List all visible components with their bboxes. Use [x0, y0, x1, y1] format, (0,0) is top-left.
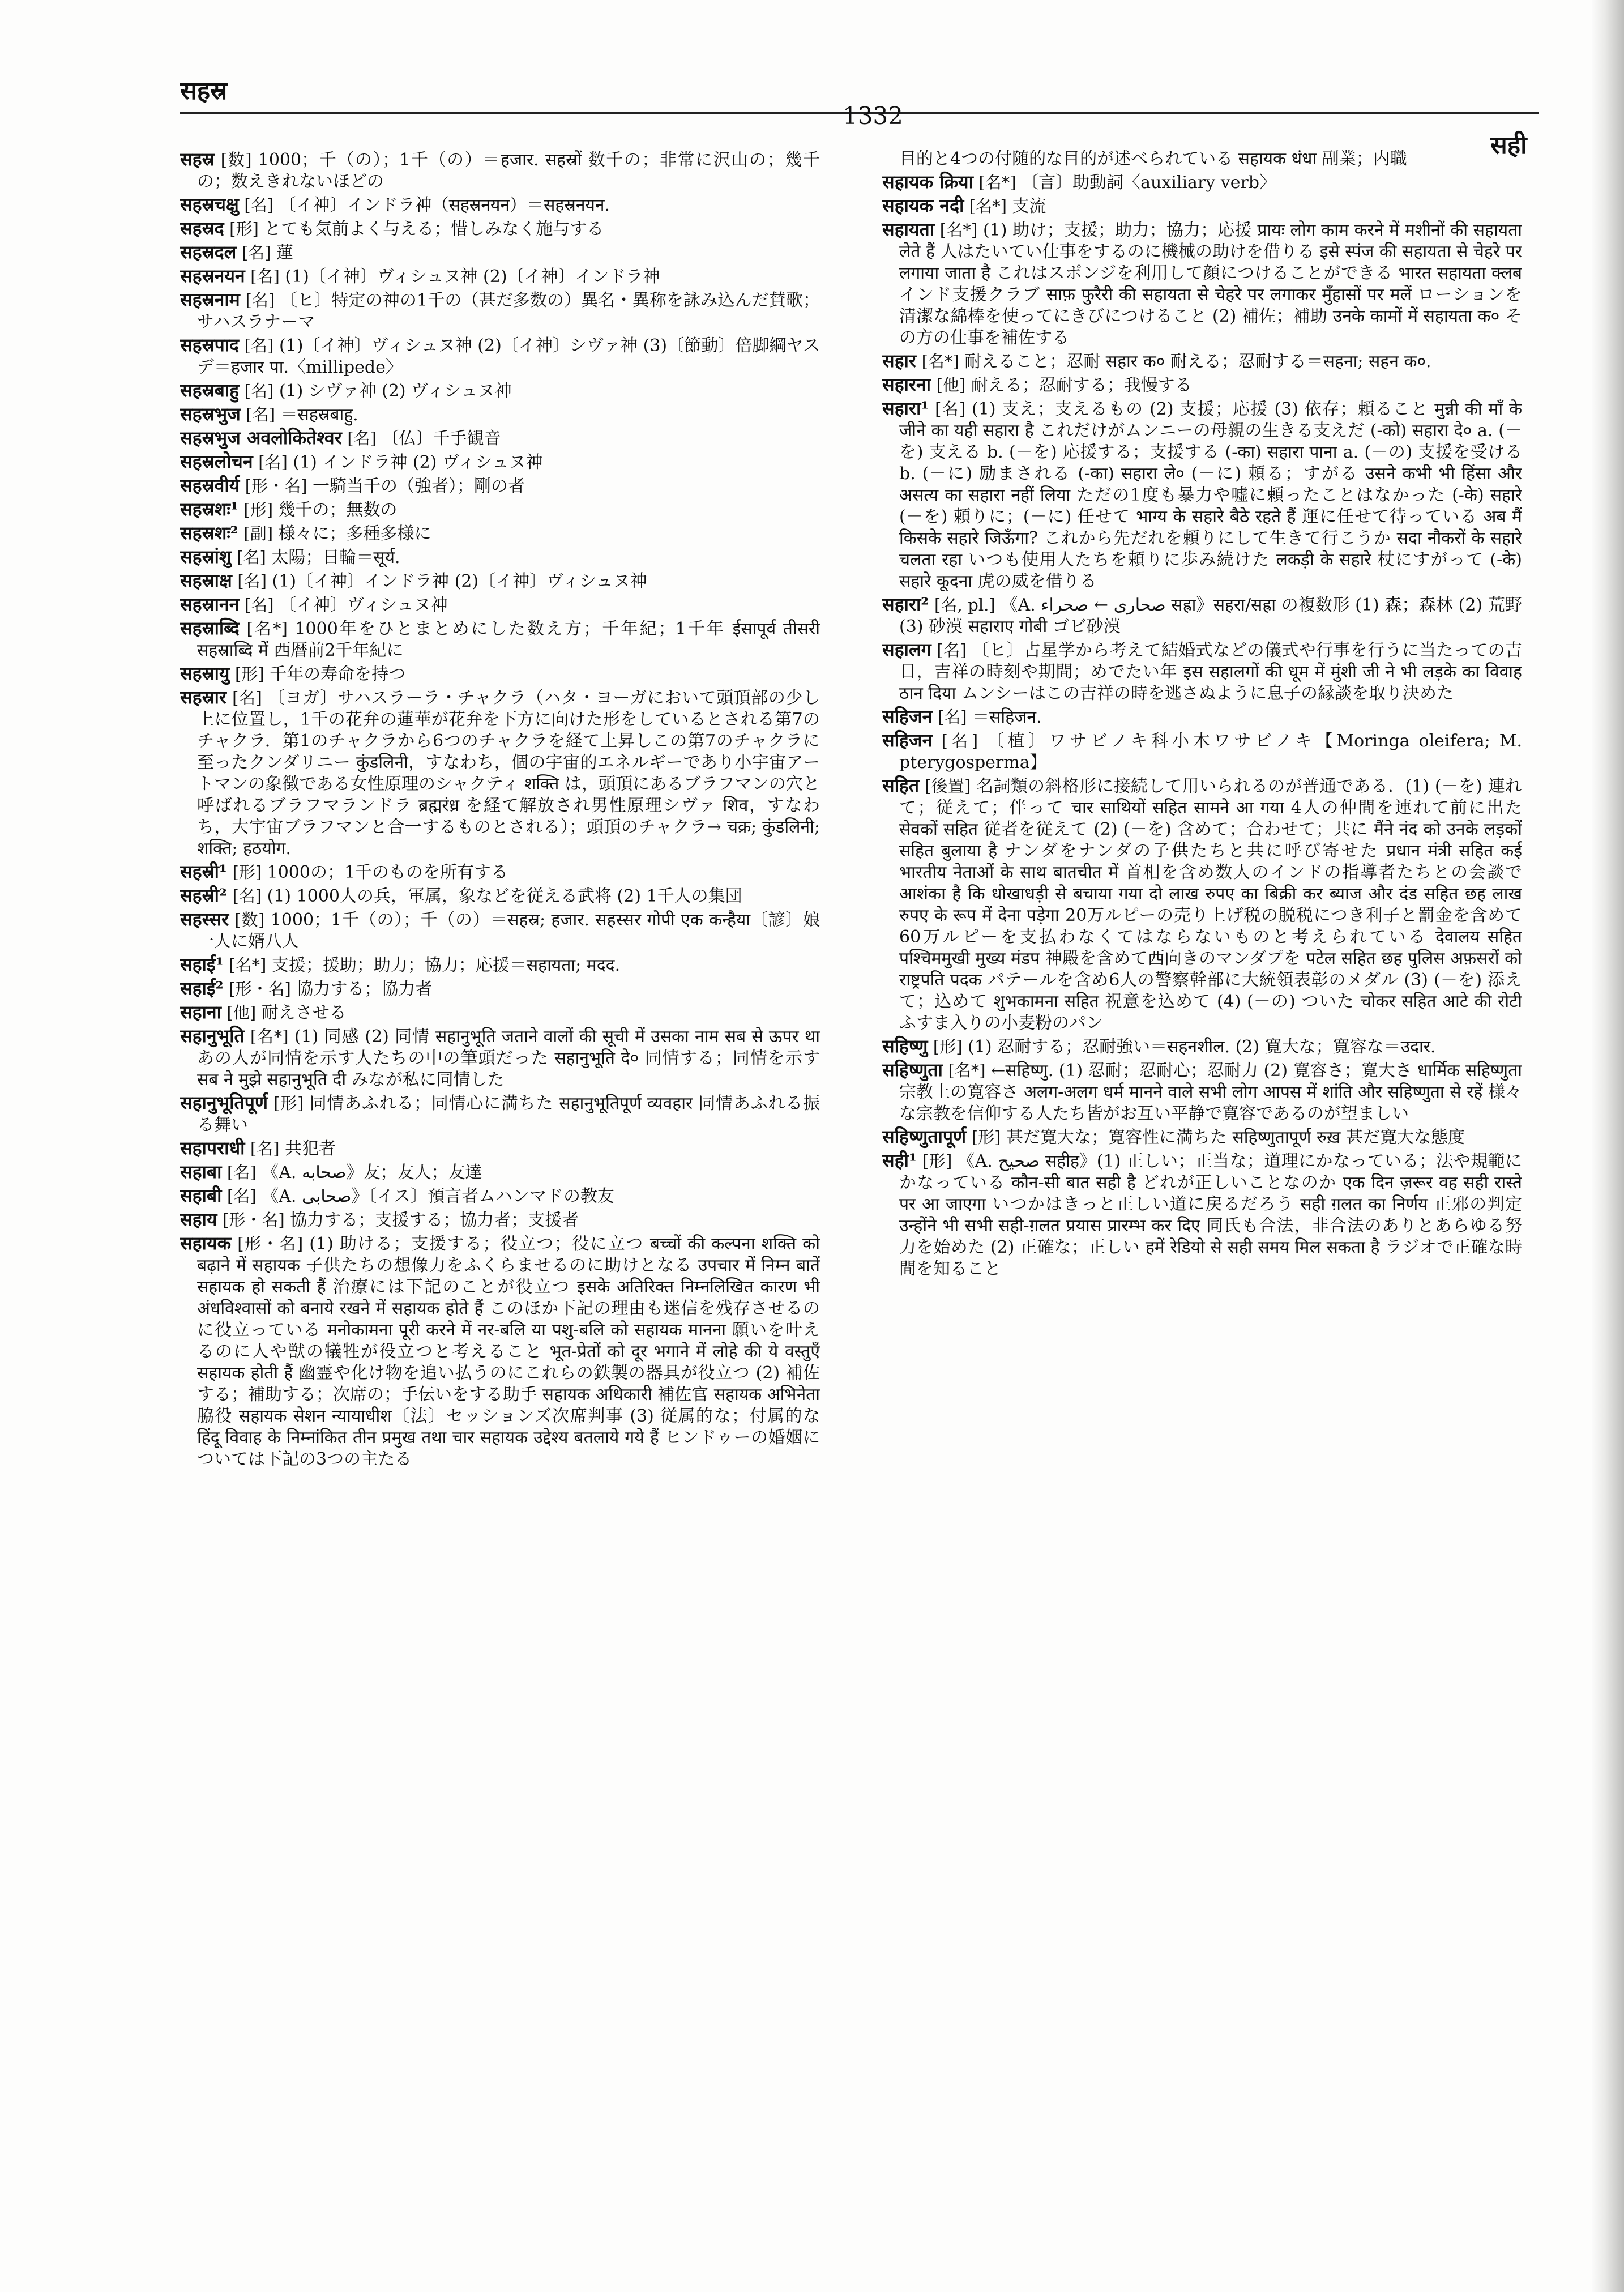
- dictionary-entry: [882, 374, 1522, 396]
- entry-grammar: [名]: [227, 1163, 257, 1182]
- dictionary-entry: [882, 1059, 1522, 1125]
- entry-grammar: [形]: [971, 1128, 1001, 1147]
- dictionary-entry: [180, 403, 820, 426]
- entry-definition: 〔ヒ〕占星学から考えて結婚式などの儀式や行事を行うに当たっての吉日，吉祥の時刻や期間；めでたい年 इस सहालगों की धूम में मुंशी जी ने भी लड़के का विवाह ठान दिया ムンシーはこの吉祥の時を逃さぬように息子の縁談を取り決めた: [899, 641, 1522, 703]
- entry-definition: (1)〔イ神〕ヴィシュヌ神 (2)〔イ神〕インドラ神: [285, 267, 660, 287]
- entry-headword: सहस्रद: [180, 217, 224, 239]
- entry-definition: 協力する；支援する；協力者；支援者: [290, 1210, 579, 1230]
- entry-grammar: [名*]: [250, 1027, 289, 1046]
- entry-definition: (1) シヴァ神 (2) ヴィシュヌ神: [279, 381, 512, 401]
- entry-headword: सहस्सर: [180, 908, 229, 930]
- entry-definition: (1) 助ける；支援する；役立つ；役に立つ बच्चों की कल्पना शक्ति को बढ़ाने में सहायक 子供たちの想像力をふくらませるのに助けとなる उपचार में निम्न बातें सहायक हो सकती हैं 治療には下記のことが役立つ इसके अतिरिक्त निम्नलिखित कारण भी अंधविश्वासों को बनाये रखने में सहायक होते हैं このほか下記の理由も迷信を残存させるのに役立っている मनोकामना पूरी करने में नर-बलि या पशु-बलि को सहायक मानना 願いを叶えるのに人や獣の犠牲が役立つと考えること भूत-प्रेतों को दूर भगाने में लोहे की ये वस्तुएँ सहायक होती हैं 幽霊や化け物を追い払うのにこれらの鉄製の器具が役立つ (2) 補佐する；補助する；次席の；手伝いをする助手 सहायक अधिकारी 補佐官 सहायक अभिनेता 脇役 सहायक सेशन न्यायाधीश〔法〕セッションズ次席判事 (3) 従属的な；付属的な हिंदू विवाह के निम्नांकित तीन प्रमुख तथा चार सहायक उद्देश्य बतलाये गये हैं ヒンドゥーの婚姻については下記の3つの主たる: [197, 1234, 820, 1469]
- entry-definition: 千年の寿命を持つ: [270, 664, 406, 684]
- entry-definition: 同情あふれる；同情心に満ちた सहानुभूतिपूर्ण व्यवहार 同情あふれる振る舞い: [197, 1094, 820, 1135]
- entry-grammar: [名]: [250, 1139, 280, 1158]
- dictionary-entry: [180, 194, 820, 216]
- entry-definition: (1) 忍耐する；忍耐強い＝सहनशील. (2) 寛大な；寛容な＝उदार.: [968, 1037, 1436, 1057]
- entry-grammar: [他]: [936, 375, 966, 395]
- entry-grammar: [名*]: [939, 220, 978, 240]
- entry-definition: 〔イ神〕ヴィシュヌ神: [279, 595, 448, 615]
- dictionary-entry: [180, 241, 820, 264]
- entry-grammar: [他]: [226, 1003, 257, 1022]
- entry-grammar: [形]: [273, 1094, 304, 1113]
- dictionary-entry: [882, 594, 1522, 638]
- entry-headword: सहस्राब्दि: [180, 617, 240, 639]
- entry-grammar: [名]: [937, 641, 967, 660]
- entry-headword: सहस्र: [180, 148, 215, 170]
- dictionary-entry: [180, 594, 820, 616]
- entry-headword: सहस्रायु: [180, 663, 230, 684]
- entry-headword: सहस्रवीर्य: [180, 475, 240, 496]
- entry-definition: 〔植〕ワサビノキ科小木ワサビノキ【Moringa oleifera; M. pterygosperma】: [899, 731, 1522, 772]
- entry-definition: 《A. صحابه》友；友人；友達: [262, 1163, 482, 1183]
- dictionary-entry: [180, 908, 820, 953]
- dictionary-entry: [180, 686, 820, 860]
- entry-grammar: [数]: [220, 150, 252, 169]
- entry-definition: 耐える；忍耐する；我慢する: [971, 375, 1192, 395]
- dictionary-entry: [180, 978, 820, 1000]
- entry-headword: सहस्री²: [180, 885, 227, 906]
- entry-grammar: [名]: [232, 688, 262, 707]
- entry-grammar: [名*]: [246, 619, 288, 638]
- entry-headword: सहानुभूति: [180, 1025, 245, 1047]
- entry-grammar: [名]: [246, 405, 276, 424]
- dictionary-entry: [180, 617, 820, 661]
- running-head-right: सही: [1490, 131, 1527, 160]
- entry-grammar: [名*]: [978, 173, 1016, 192]
- entry-grammar: [形]: [933, 1037, 963, 1056]
- entry-definition: とても気前よく与える；惜しみなく施与する: [264, 219, 604, 239]
- entry-headword: सहारा¹: [882, 398, 929, 419]
- entry-grammar: [名*]: [229, 955, 267, 975]
- entry-grammar: [名]: [941, 731, 978, 750]
- entry-headword: सहस्रशः²: [180, 522, 238, 544]
- entry-headword: सहस्रनाम: [180, 289, 240, 310]
- entry-grammar: [形・名]: [245, 476, 307, 496]
- dictionary-entry: [882, 729, 1522, 774]
- dictionary-entry: [882, 148, 1522, 170]
- entry-headword: सहाई¹: [180, 954, 224, 975]
- entry-grammar: [名]: [258, 453, 288, 472]
- entry-definition: (1) 助け；支援；助力；協力；応援 प्रायः लोग काम करने में मशीनों की सहायता लेते हैं 人はたいてい仕事をするのに機械の助けを借りる इसे स्पंज की सहायता से चेहरे पर लगाया जाता है これはスポンジを利用して顔につけることができる भारत सहायता क्लब インド支援クラブ साफ़ फुरैरी की सहायता से चेहरे पर लगाकर मुँहासों पर मलें ローションを清潔な綿棒を使ってにきびにつけること (2) 補佐；補助 उनके कामों में सहायता क० その方の仕事を補佐する: [899, 220, 1522, 348]
- entry-definition: 共犯者: [285, 1139, 336, 1159]
- entry-definition: 甚だ寛大な；寛容性に満ちた सहिष्णुतापूर्ण रुख़ 甚だ寛大な態度: [1006, 1128, 1465, 1147]
- dictionary-entry: [882, 706, 1522, 728]
- entry-headword: सहस्रलोचन: [180, 451, 253, 472]
- entry-definition: 名詞類の斜格形に接続して用いられるのが普通である．(1) (－を) 連れて；従えて；伴って चार साथियों सहित सामने आ गया 4人の仲間を連れて前に出た सेवकों सहित 従者を従えて (2) (－を) 含めて；合わせて；共に मैंने नंद को उनके लड़कों सहित बुलाया है ナンダをナンダの子供たちと共に呼び寄せた प्रधान मंत्री सहित कई भारतीय नेताओं के साथ बातचीत में 首相を含め数人のインドの指導者たちとの会談で आशंका है कि धोखाधड़ी से बचाया गया दो लाख रुपए का बिक्री कर ब्याज और दंड सहित छह लाख रुपए के रूप में देना पड़ेगा 20万ルピーの売り上げ税の脱税につき利子と罰金を含めて60万ルピーを支払わなくてはならないものと考えられている देवालय सहित पश्चिममुखी मुख्य मंडप 神殿を含めて西向きのマンダプを पटेल सहित छह पुलिस अफ़सरों को राष्ट्रपति पदक パテールを含め6人の警察幹部に大統領表彰のメダル (3) (－を) 添えて；込めて शुभकामना सहित 祝意を込めて (4) (－の) ついた चोकर सहित आटे की रोटी ふすま入りの小麦粉のパン: [899, 776, 1522, 1033]
- entry-headword: सहायक क्रिया: [882, 171, 973, 193]
- dictionary-entry: [180, 475, 820, 497]
- dictionary-entry: [180, 427, 820, 450]
- entry-definition: 耐えさせる: [261, 1003, 347, 1023]
- dictionary-entry: [882, 195, 1522, 217]
- entry-definition: (1)〔イ神〕インドラ神 (2)〔イ神〕ヴィシュヌ神: [272, 571, 647, 591]
- entry-headword: सही¹: [882, 1150, 917, 1171]
- entry-definition: 《A. صحارى ← صحراء सह्रा》सहरा/सह्रा の複数形 (1) 森；森林 (2) 荒野 (3) 砂漠 सहाराए गोबी ゴビ砂漠: [899, 595, 1522, 637]
- dictionary-entry: [882, 171, 1522, 194]
- entry-headword: सहाय: [180, 1209, 217, 1230]
- entry-definition: (1) 支え；支えるもの (2) 支援；応援 (3) 依存；頼ること मुन्नी की माँ के जीने का यही सहारा है これだけがムンニーの母親の生きる支えだ (-को) सहारा दे० a. (－を) 支える b. (－を) 応援する；支援する (-का) सहारा पाना a. (－の) 支援を受ける b. (－に) 励まされる (-का) सहारा ले० (－に) 頼る；すがる उसने कभी भी हिंसा और असत्य का सहारा नहीं लिया ただの1度も暴力や嘘に頼ったことはなかった (-के) सहारे (－を) 頼りに；(－に) 任せて भाग्य के सहारे बैठे रहते हैं 運に任せて待っている अब मैं किसके सहारे जिऊँगा? これから先だれを頼りにして生きて行こうか सदा नौकरों के सहारे चलता रहा いつも使用人たちを頼りに歩み続けた लकड़ी के सहारे 杖にすがって (-के) सहारे कूदना 虎の威を借りる: [899, 399, 1522, 591]
- dictionary-entry: [180, 289, 820, 333]
- entry-definition: 耐えること；忍耐 सहार क० 耐える；忍耐する＝सहना; सहन क०.: [964, 352, 1431, 372]
- dictionary-entry: [882, 639, 1522, 705]
- entry-grammar: [名]: [237, 571, 267, 591]
- entry-headword: सहस्रभुज अवलोकितेश्वर: [180, 427, 342, 449]
- dictionary-entry: [180, 148, 820, 193]
- entry-definition: (1) 1000人の兵，軍属，象などを従える武将 (2) 1千人の集団: [267, 886, 742, 906]
- entry-definition: 〔言〕助動詞〈auxiliary verb〉: [1022, 173, 1277, 193]
- entry-headword: सहस्रदल: [180, 241, 237, 263]
- entry-headword: सहिष्णुतापूर्ण: [882, 1126, 967, 1147]
- entry-grammar: [名*]: [948, 1061, 986, 1080]
- entry-headword: सहायक: [180, 1232, 232, 1254]
- entry-grammar: [名]: [244, 336, 274, 355]
- dictionary-entry: [882, 219, 1522, 349]
- dictionary-entry: [180, 498, 820, 521]
- dictionary-entry: [180, 954, 820, 976]
- entry-grammar: [名]: [244, 381, 274, 400]
- entry-headword: सहानुभूतिपूर्ण: [180, 1092, 268, 1113]
- dictionary-entry: [180, 265, 820, 288]
- dictionary-entry: [882, 1126, 1522, 1149]
- entry-definition: 《A. صحيح सहीह》(1) 正しい；正当な；道理にかなっている；法や規範にかなっている कौन-सी बात सही है どれが正しいことなのか एक दिन ज़रूर वह सही रास्ते पर आ जाएगा いつかはきっと正しい道に戻るだろう सही ग़लत का निर्णय 正邪の判定 उन्होंने भी सभी सही-ग़लत प्रयास प्रारम्भ कर दिए 同氏も合法，非合法のありとあらゆる努力を始めた (2) 正確な；正しい हमें रेडियो से सही समय मिल सकता है ラジオで正確な時間を知ること: [899, 1151, 1522, 1279]
- dictionary-entry: [180, 885, 820, 907]
- entry-grammar: [名]: [245, 291, 275, 310]
- entry-grammar: [名]: [937, 707, 967, 727]
- entry-definition: 一騎当千の（強者）；剛の者: [312, 476, 525, 496]
- entry-headword: सहालग: [882, 639, 931, 660]
- dictionary-entry: [882, 398, 1522, 592]
- dictionary-entry: [180, 1185, 820, 1207]
- entry-grammar: [名]: [227, 1186, 257, 1206]
- dictionary-entry: [180, 379, 820, 402]
- entry-headword: सहाबी: [180, 1185, 222, 1206]
- dictionary-entry: [180, 1025, 820, 1091]
- dictionary-entry: [180, 663, 820, 685]
- entry-headword: सहस्रभुज: [180, 403, 241, 425]
- entry-headword: सहस्राक्ष: [180, 570, 232, 591]
- entry-headword: सहस्रपाद: [180, 334, 240, 356]
- entry-headword: सहस्रबाहु: [180, 379, 240, 401]
- dictionary-entry: [180, 1092, 820, 1136]
- entry-definition: 支流: [1012, 197, 1046, 216]
- entry-definition: 1000；千（の）；1千（の）＝हजार. सहस्रों 数千の；非常に沢山の；幾千の；数えきれないほどの: [197, 150, 820, 191]
- entry-definition: 支援；援助；助力；協力；応援＝सहायता; मदद.: [271, 955, 621, 975]
- entry-grammar: [数]: [234, 910, 265, 929]
- dictionary-entry: [180, 861, 820, 883]
- entry-definition: ＝सहस्रबाहु.: [280, 405, 358, 425]
- dictionary-entry: [180, 1209, 820, 1231]
- entry-headword: सहाई²: [180, 978, 224, 999]
- entry-definition: 1000年をひとまとめにした数え方；千年紀；1千年 ईसापूर्व तीसरी सहस्राब्दि में 西暦前2千年紀に: [197, 619, 820, 660]
- entry-headword: सहिजन: [882, 706, 933, 727]
- right-column: [882, 148, 1522, 2267]
- dictionary-entry: [180, 522, 820, 545]
- left-column: [180, 148, 820, 2267]
- entry-headword: सहायता: [882, 219, 935, 240]
- entry-definition: 《A. صحابی》〔イス〕預言者ムハンマドの教友: [262, 1186, 615, 1206]
- entry-grammar: [形]: [229, 219, 259, 238]
- entry-definition: ＝सहिजन.: [972, 707, 1042, 727]
- entry-headword: सहस्रनयन: [180, 265, 245, 287]
- dictionary-entry: [180, 1001, 820, 1024]
- entry-definition: 〔仏〕千手観音: [382, 429, 501, 449]
- entry-grammar: [形]: [232, 863, 262, 882]
- entry-grammar: [副]: [243, 524, 273, 543]
- entry-definition: (1) インドラ神 (2) ヴィシュヌ神: [293, 453, 543, 472]
- entry-headword: सहस्रचक्षु: [180, 194, 239, 215]
- entry-headword: सहस्रार: [180, 686, 226, 708]
- dictionary-entry: [180, 546, 820, 569]
- dictionary-entry: [180, 451, 820, 473]
- entry-headword: सहाबा: [180, 1161, 222, 1183]
- entry-grammar: [形]: [922, 1151, 952, 1171]
- dictionary-entry: [882, 1035, 1522, 1058]
- entry-definition: 1000；1千（の）；千（の）＝सहस्र; हजार. सहस्सर गोपी एक कन्हैया〔諺〕娘一人に婿八人: [197, 910, 820, 951]
- entry-definition: 様々に；多種多様に: [278, 524, 431, 544]
- entry-headword: सहारा²: [882, 594, 929, 615]
- entry-definition: ←सहिष्णु. (1) 忍耐；忍耐心；忍耐力 (2) 寛容さ；寛大さ धार्मिक सहिष्णुता 宗教上の寛容さ अलग-अलग धर्म मानने वाले सभी लोग आपस में शांति और सहिष्णुता से रहें 様々な宗教を信仰する人たち皆がお互い平静で寛容であるのが望ましい: [899, 1061, 1522, 1124]
- entry-headword: सहित: [882, 775, 920, 796]
- entry-headword: सहिष्णुता: [882, 1059, 943, 1081]
- entry-headword: सहिजन: [882, 729, 933, 751]
- entry-definition: 蓮: [276, 243, 293, 263]
- entry-grammar: [名, pl.]: [934, 595, 995, 614]
- entry-definition: 〔ヒ〕特定の神の1千の（甚だ多数の）異名・異称を詠み込んだ賛歌；サハスラナーマ: [197, 291, 820, 332]
- entry-grammar: [名]: [232, 886, 262, 906]
- entry-grammar: [名]: [935, 399, 966, 419]
- entry-headword: सहस्रांशु: [180, 546, 232, 567]
- entry-headword: सहस्री¹: [180, 861, 227, 882]
- dictionary-entry: [180, 1137, 820, 1160]
- entry-headword: सहारना: [882, 374, 931, 395]
- entry-grammar: [名*]: [921, 352, 959, 371]
- entry-grammar: [名]: [244, 195, 274, 215]
- entry-headword: सहिष्णु: [882, 1035, 928, 1057]
- entry-grammar: [形・名]: [229, 979, 291, 998]
- entry-headword: सहस्रशः¹: [180, 498, 238, 520]
- entry-grammar: [名]: [250, 267, 280, 286]
- entry-headword: सहस्रानन: [180, 594, 240, 615]
- entry-definition: 目的と4つの付随的な目的が述べられている सहायक धंधा 副業；内職: [899, 149, 1407, 169]
- entry-grammar: [名*]: [969, 197, 1007, 216]
- entry-definition: (1) 同感 (2) 同情 सहानुभूति जताने वालों की सूची में उसका नाम सब से ऊपर था あの人が同情を示す人たちの中の筆頭だった सहानुभूति दे० 同情する；同情を示す सब ने मुझे सहानुभूति दी みなが私に同情した: [197, 1027, 820, 1090]
- entry-grammar: [名]: [347, 429, 377, 448]
- entry-headword: सहाना: [180, 1001, 221, 1023]
- entry-definition: (1)〔イ神〕ヴィシュヌ神 (2)〔イ神〕シヴァ神 (3)〔節動〕倍脚綱ヤスデ＝हजार पा.〈millipede〉: [197, 336, 820, 377]
- entry-headword: सहार: [882, 350, 917, 372]
- entry-headword: सहापराधी: [180, 1137, 245, 1159]
- entry-definition: 幾千の；無数の: [278, 500, 398, 520]
- entry-definition: 1000の；1千のものを所有する: [267, 863, 508, 882]
- dictionary-entry: [180, 570, 820, 592]
- dictionary-entry: [882, 775, 1522, 1034]
- running-head-left: सहस्र: [180, 76, 228, 105]
- entry-definition: 〔イ神〕インドラ神（सहस्रनयन）＝सहस्रनयन.: [279, 195, 610, 215]
- dictionary-entry: [180, 1232, 820, 1470]
- dictionary-entry: [180, 217, 820, 240]
- entry-grammar: [形・名]: [223, 1210, 285, 1230]
- entry-grammar: [形]: [234, 664, 264, 684]
- entry-grammar: [名]: [244, 595, 274, 614]
- entry-definition: 〔ヨガ〕サハスラーラ・チャクラ（ハタ・ヨーガにおいて頭頂部の少し上に位置し，1千の花弁の蓮華が花弁を下方に向けた形をしているとされる第7のチャクラ．第1のチャクラから6つのチャクラを経て上昇しこの第7のチャクラに至ったクンダリニー कुंडलिनी，すなわち，個の宇宙的エネルギーであり小宇宙アートマンの象徴である女性原理のシャクティ शक्ति は，頭頂にあるブラフマンの穴と呼ばれるブラフマランドラ ब्रह्मरंध्र を経て解放され男性原理シヴァ शिव，すなわち，大宇宙ブラフマンと合一するものとされる）；頭頂のチャクラ→ चक्र; कुंडलिनी; शक्ति; हठयोग.: [197, 688, 820, 859]
- entry-headword: सहायक नदी: [882, 195, 964, 216]
- entry-grammar: [名]: [237, 548, 266, 567]
- entry-grammar: [後置]: [924, 776, 971, 796]
- dictionary-entry: [180, 334, 820, 378]
- dictionary-entry: [180, 1161, 820, 1184]
- dictionary-entry: [882, 350, 1522, 373]
- entry-grammar: [形]: [243, 500, 273, 519]
- book-spine-edge: [1592, 0, 1624, 2292]
- entry-grammar: [形・名]: [237, 1234, 304, 1253]
- page-number: 1332: [843, 102, 903, 130]
- entry-definition: 協力する；協力者: [296, 979, 433, 999]
- entry-grammar: [名]: [241, 243, 271, 262]
- dictionary-entry: [882, 1150, 1522, 1280]
- entry-definition: 太陽；日輪＝सूर्य.: [271, 548, 400, 567]
